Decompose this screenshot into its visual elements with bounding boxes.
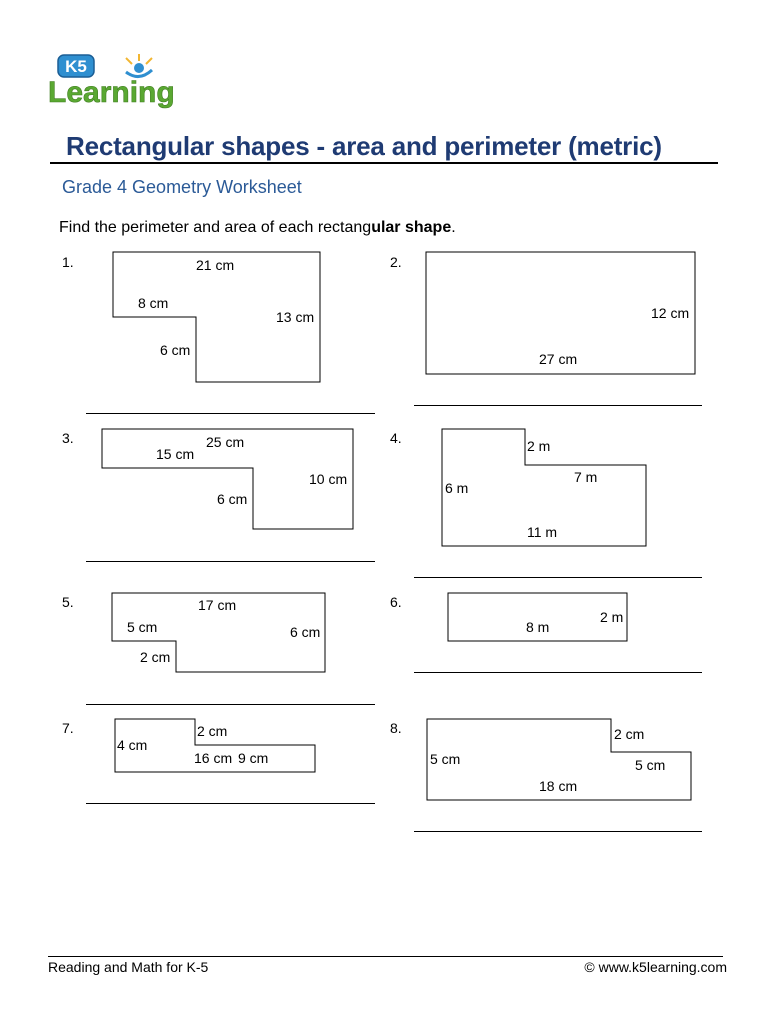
footer-website[interactable]: © www.k5learning.com: [584, 959, 727, 975]
problem-1-label-right: 13 cm: [276, 309, 315, 325]
problem-4-label-step: 2 m: [527, 438, 551, 454]
problem-6-number: 6.: [390, 594, 402, 610]
problem-4-number: 4.: [390, 430, 402, 446]
page-title: Rectangular shapes - area and perimeter (metric): [66, 131, 662, 161]
instructions-bold: ular shape: [371, 219, 452, 236]
problem-6-label-bottom: 8 m: [526, 619, 550, 635]
problem-7-label-bottom: 16 cm: [194, 750, 233, 766]
problem-6-label-right: 2 m: [600, 609, 624, 625]
problem-5-label-top: 17 cm: [198, 597, 237, 613]
problem-1-number: 1.: [62, 254, 74, 270]
problem-5-label-right: 6 cm: [290, 624, 321, 640]
problem-8-label-step: 2 cm: [614, 726, 645, 742]
logo-badge: K5: [65, 57, 87, 76]
problem-7-number: 7.: [62, 720, 74, 736]
footer-rule: [48, 956, 723, 957]
problem-1-label-top: 21 cm: [196, 257, 235, 273]
problem-8-label-bottom: 18 cm: [539, 778, 578, 794]
problem-1-label-left: 8 cm: [138, 295, 169, 311]
problem-4-label-inner: 7 m: [574, 469, 598, 485]
problem-7-label-step: 2 cm: [197, 723, 228, 739]
problem-8-label-left: 5 cm: [430, 751, 461, 767]
instructions-text: Find the perimeter and area of each rectang: [59, 219, 372, 236]
worksheet-subtitle: Grade 4 Geometry Worksheet: [62, 177, 302, 197]
problem-3-label-left: 15 cm: [156, 446, 195, 462]
problem-4-label-bottom: 11 m: [527, 524, 558, 540]
problem-2-label-bottom: 27 cm: [539, 351, 578, 367]
problem-8-number: 8.: [390, 720, 402, 736]
problem-8-label-right: 5 cm: [635, 757, 666, 773]
footer-tagline: Reading and Math for K-5: [48, 959, 209, 975]
problem-3-label-inner: 6 cm: [217, 491, 248, 507]
problem-3-label-right: 10 cm: [309, 471, 348, 487]
problem-2-label-right: 12 cm: [651, 305, 690, 321]
problem-7-label-right: 9 cm: [238, 750, 269, 766]
instructions-period: .: [451, 219, 456, 236]
logo-word: Learning: [48, 76, 175, 109]
problem-1-label-inner: 6 cm: [160, 342, 191, 358]
problem-3-number: 3.: [62, 430, 74, 446]
problem-2-number: 2.: [390, 254, 402, 270]
problem-7-label-left: 4 cm: [117, 737, 148, 753]
problem-5-label-inner: 2 cm: [140, 649, 171, 665]
problem-8-answer-line[interactable]: [414, 831, 702, 832]
problem-5-number: 5.: [62, 594, 74, 610]
problem-4-label-left: 6 m: [445, 480, 469, 496]
problem-3-label-top: 25 cm: [206, 434, 245, 450]
problem-5-label-left: 5 cm: [127, 619, 158, 635]
